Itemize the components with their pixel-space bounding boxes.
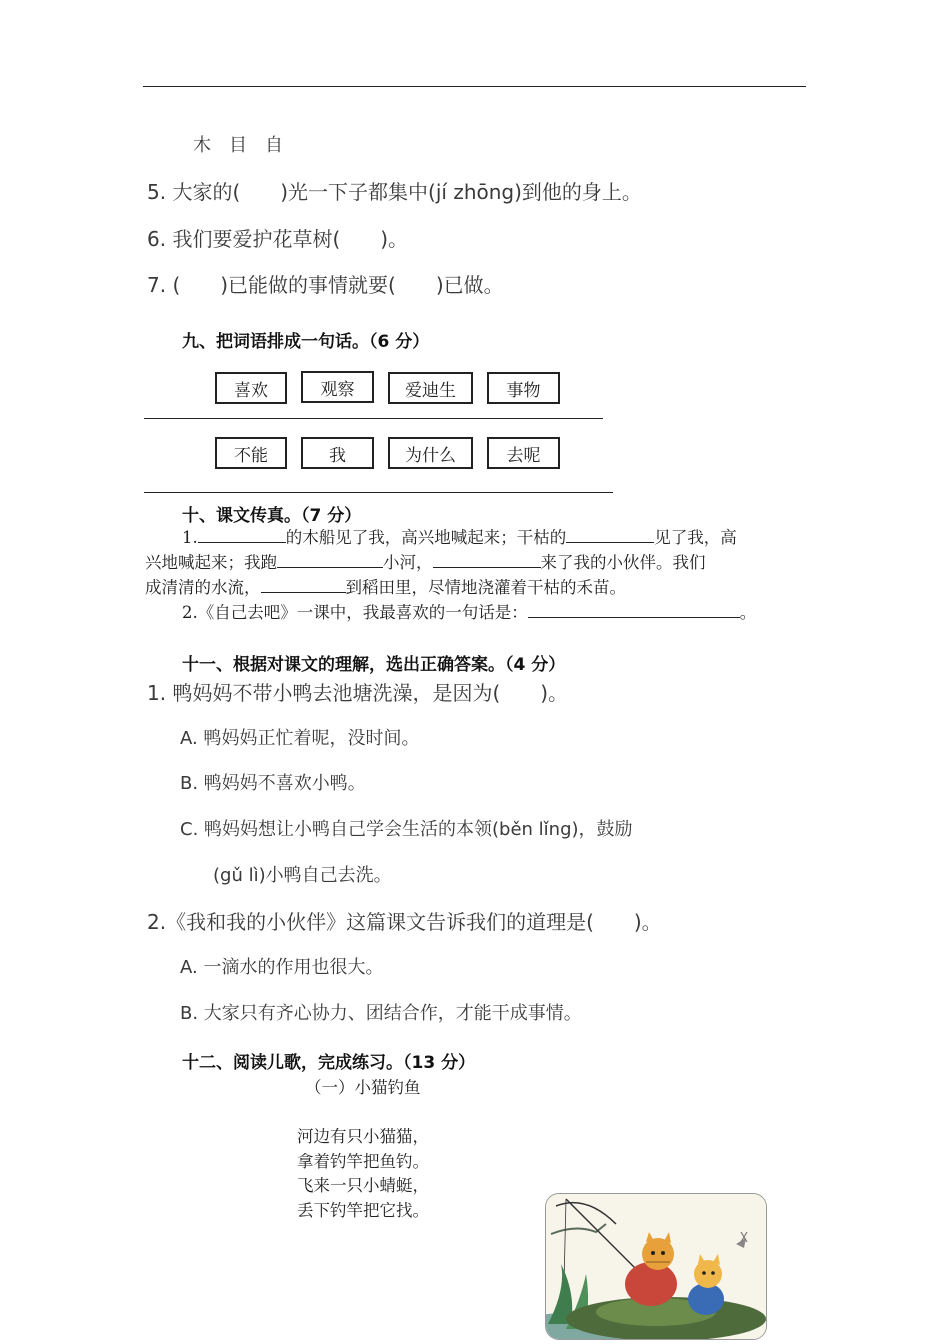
mc-question-1: 1. 鸭妈妈不带小鸭去池塘洗澡，是因为( )。 bbox=[147, 681, 569, 705]
mc-option-c-cont: (gǔ lì)小鸭自己去洗。 bbox=[213, 865, 392, 886]
word-card: 去呢 bbox=[487, 437, 560, 469]
fill-blank[interactable] bbox=[433, 549, 541, 568]
section-9-title: 九、把词语排成一句话。（6 分） bbox=[182, 332, 430, 352]
fill-line-4: 2.《自己去吧》一课中，我最喜欢的一句话是： 。 bbox=[182, 599, 756, 625]
mc-option-a[interactable]: A. 一滴水的作用也很大。 bbox=[180, 957, 384, 978]
word-card: 不能 bbox=[215, 437, 287, 469]
question-text: 我们要爱护花草树( )。 bbox=[172, 227, 409, 251]
question-number: 7. bbox=[147, 273, 167, 297]
question-text: ( )已能做的事情就要( )已做。 bbox=[172, 273, 504, 297]
fill-line-1: 1. 的木船见了我，高兴地喊起来；干枯的 见了我，高 bbox=[182, 524, 737, 550]
question-number: 6. bbox=[147, 227, 167, 251]
fill-blank[interactable] bbox=[261, 574, 346, 593]
character-row: 木 目 自 bbox=[193, 135, 283, 156]
poem-line: 拿着钓竿把鱼钓。 bbox=[297, 1152, 429, 1171]
question-number: 5. bbox=[147, 180, 167, 204]
word-card: 为什么 bbox=[388, 437, 473, 469]
fill-blank[interactable] bbox=[566, 524, 654, 543]
mc-option-b[interactable]: B. 鸭妈妈不喜欢小鸭。 bbox=[180, 773, 366, 794]
fill-line-2: 兴地喊起来；我跑 小河， 来了我的小伙伴。我们 bbox=[145, 549, 706, 575]
poem-line: 飞来一只小蜻蜓， bbox=[297, 1176, 429, 1195]
mc-option-a[interactable]: A. 鸭妈妈正忙着呢，没时间。 bbox=[180, 728, 420, 749]
poem-line: 河边有只小猫猫， bbox=[297, 1127, 429, 1146]
mc-question-2: 2.《我和我的小伙伴》这篇课文告诉我们的道理是( )。 bbox=[147, 910, 662, 934]
fill-line-3: 成清清的水流， 到稻田里，尽情地浇灌着干枯的禾苗。 bbox=[145, 574, 626, 600]
question-text: 大家的( )光一下子都集中(jí zhōng)到他的身上。 bbox=[172, 180, 642, 204]
mc-option-b[interactable]: B. 大家只有齐心协力、团结合作，才能干成事情。 bbox=[180, 1003, 582, 1024]
word-card: 观察 bbox=[301, 371, 374, 403]
poem-line: 丢下钓竿把它找。 bbox=[297, 1201, 429, 1220]
section-10-title: 十、课文传真。（7 分） bbox=[182, 506, 362, 526]
poem-title: （一）小猫钓鱼 bbox=[305, 1078, 421, 1097]
mc-option-c[interactable]: C. 鸭妈妈想让小鸭自己学会生活的本领(běn lǐng)，鼓励 bbox=[180, 819, 633, 840]
fill-blank[interactable] bbox=[277, 549, 383, 568]
fill-blank[interactable] bbox=[198, 524, 286, 543]
answer-line bbox=[144, 418, 603, 419]
word-card: 喜欢 bbox=[215, 372, 287, 404]
section-11-title: 十一、根据对课文的理解，选出正确答案。（4 分） bbox=[182, 655, 566, 675]
cat-fishing-illustration bbox=[545, 1193, 767, 1340]
fill-blank[interactable] bbox=[528, 599, 740, 618]
top-rule bbox=[143, 86, 806, 87]
section-12-title: 十二、阅读儿歌，完成练习。（13 分） bbox=[182, 1053, 476, 1073]
word-card: 我 bbox=[301, 437, 374, 469]
question-6 bbox=[147, 223, 408, 252]
word-card: 事物 bbox=[487, 372, 560, 404]
question-7 bbox=[147, 269, 504, 298]
question-5 bbox=[147, 176, 642, 205]
word-card: 爱迪生 bbox=[388, 372, 473, 404]
answer-line bbox=[144, 492, 613, 493]
